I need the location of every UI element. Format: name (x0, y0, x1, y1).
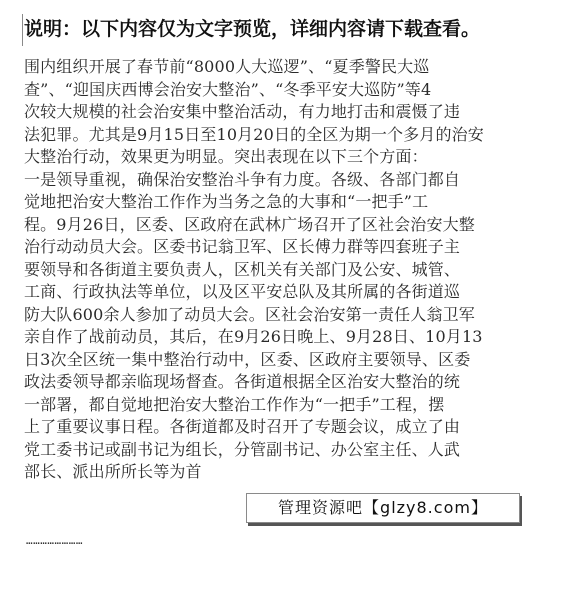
body-line: 法犯罪。尤其是9月15日至10月20日的全区为期一个多月的治安 (24, 124, 484, 144)
body-line: 一部署，都自觉地把治安大整治工作作为“一把手”工程，摆 (24, 394, 445, 414)
truncation-ellipsis: …………………… (26, 534, 83, 547)
body-line: 围内组织开展了春节前“8000人大巡逻”、“夏季警民大巡 (24, 57, 430, 76)
body-line: 要领导和各街道主要负责人，区机关有关部门及公安、城管、 (24, 259, 461, 279)
body-line: 政法委领导都亲临现场督查。各街道根据全区治安大整治的统 (24, 372, 461, 391)
body-line: 一是领导重视，确保治安整治斗争有力度。各级、各部门都自 (24, 169, 461, 189)
body-line: 程。9月26日，区委、区政府在武林广场召开了区社会治安大整 (24, 214, 475, 234)
body-line: 日3次全区统一集中整治行动中，区委、区政府主要领导、区委 (24, 349, 471, 369)
body-line: 次较大规模的社会治安集中整治活动，有力地打击和震慑了违 (24, 102, 461, 121)
body-line: 治行动动员大会。区委书记翁卫军、区长傅力群等四套班子主 (24, 237, 461, 256)
body-line: 觉地把治安大整治工作作为当务之急的大事和“一把手”工 (24, 192, 429, 211)
body-line: 查”、“迎国庆西博会治安大整治”、“冬季平安大巡防”等4 (24, 79, 432, 99)
notice-left-rule (22, 14, 23, 46)
body-line: 亲自作了战前动员，其后，在9月26日晚上、9月28日、10月13 (24, 327, 483, 346)
watermark-banner: 管理资源吧【glzy8.com】 (246, 493, 520, 523)
body-line: 部长、派出所所长等为首 (24, 462, 202, 481)
body-line: 党工委书记或副书记为组长，分管副书记、办公室主任、人武 (24, 439, 461, 459)
body-line: 上了重要议事日程。各街道都及时召开了专题会议，成立了由 (24, 417, 461, 436)
document-body (24, 56, 556, 484)
preview-notice: 说明：以下内容仅为文字预览，详细内容请下载查看。 (24, 18, 481, 40)
body-line: 大整治行动，效果更为明显。突出表现在以下三个方面： (24, 147, 428, 166)
body-line: 防大队600余人参加了动员大会。区社会治安第一责任人翁卫军 (24, 304, 475, 324)
body-line: 工商、行政执法等单位，以及区平安总队及其所属的各街道巡 (24, 282, 461, 301)
